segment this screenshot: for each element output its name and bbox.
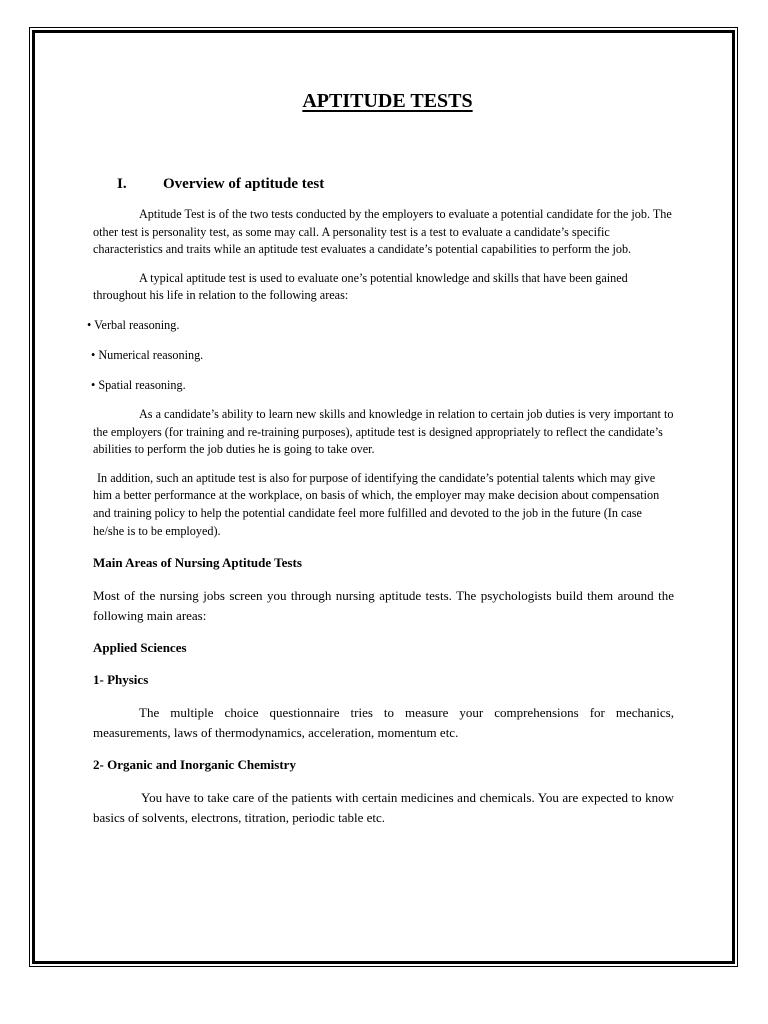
section-title: Overview of aptitude test <box>163 176 325 192</box>
document-title: APTITUDE TESTS <box>302 90 473 112</box>
paragraph-physics: The multiple choice questionnaire tries to measure your comprehensions for mechanics, measurements, laws of thermodynamics, acceleration, momentum etc. <box>93 705 674 740</box>
paragraph-chemistry: You have to take care of the patients with certain medicines and chemicals. You are expected to know basics of solvents, electrons, titration, periodic table etc. <box>93 790 674 825</box>
bullet-item: • Verbal reasoning. <box>87 317 180 332</box>
subhead-main-areas: Main Areas of Nursing Aptitude Tests <box>93 555 302 571</box>
paragraph-nursing-jobs: Most of the nursing jobs screen you through nursing aptitude tests. The psychologists build them around the following main areas: <box>93 588 674 623</box>
paragraph-in-addition: In addition, such an aptitude test is also for purpose of identifying the candidate’s potential talents which may give him a better performance at the workplace, on basis of which, the employer may make decision about compensation and training policy to help the potential candidate feel more fulfilled and devoted to the job in the future (In case he/she is to be employed). <box>93 470 660 538</box>
document-body <box>87 86 674 841</box>
subhead-physics: 1- Physics <box>93 672 149 688</box>
paragraph-intro: Aptitude Test is of the two tests conducted by the employers to evaluate a potential candidate for the job. The other test is personality test, as some may call. A personality test is a test to evaluate a candidate’s specific characteristics and traits while an aptitude test evaluates a candidate’s potential capabilities to perform the job. <box>93 207 672 257</box>
subhead-chemistry: 2- Organic and Inorganic Chemistry <box>93 757 296 773</box>
bullet-item: • Spatial reasoning. <box>91 377 186 392</box>
paragraph-ability: As a candidate’s ability to learn new skills and knowledge in relation to certain job duties is very important to the employers (for training and re-training purposes), aptitude test is designed appropriately to reflect the candidate’s abilities to perform the job duties he is going to take over. <box>93 406 674 457</box>
section-heading <box>93 174 674 194</box>
section-number: I. <box>117 176 127 192</box>
paragraph-typical-test: A typical aptitude test is used to evaluate one’s potential knowledge and skills that have been gained throughout his life in relation to the following areas: <box>93 270 628 303</box>
subhead-applied-sciences: Applied Sciences <box>93 640 187 656</box>
bullet-item: • Numerical reasoning. <box>91 347 204 362</box>
